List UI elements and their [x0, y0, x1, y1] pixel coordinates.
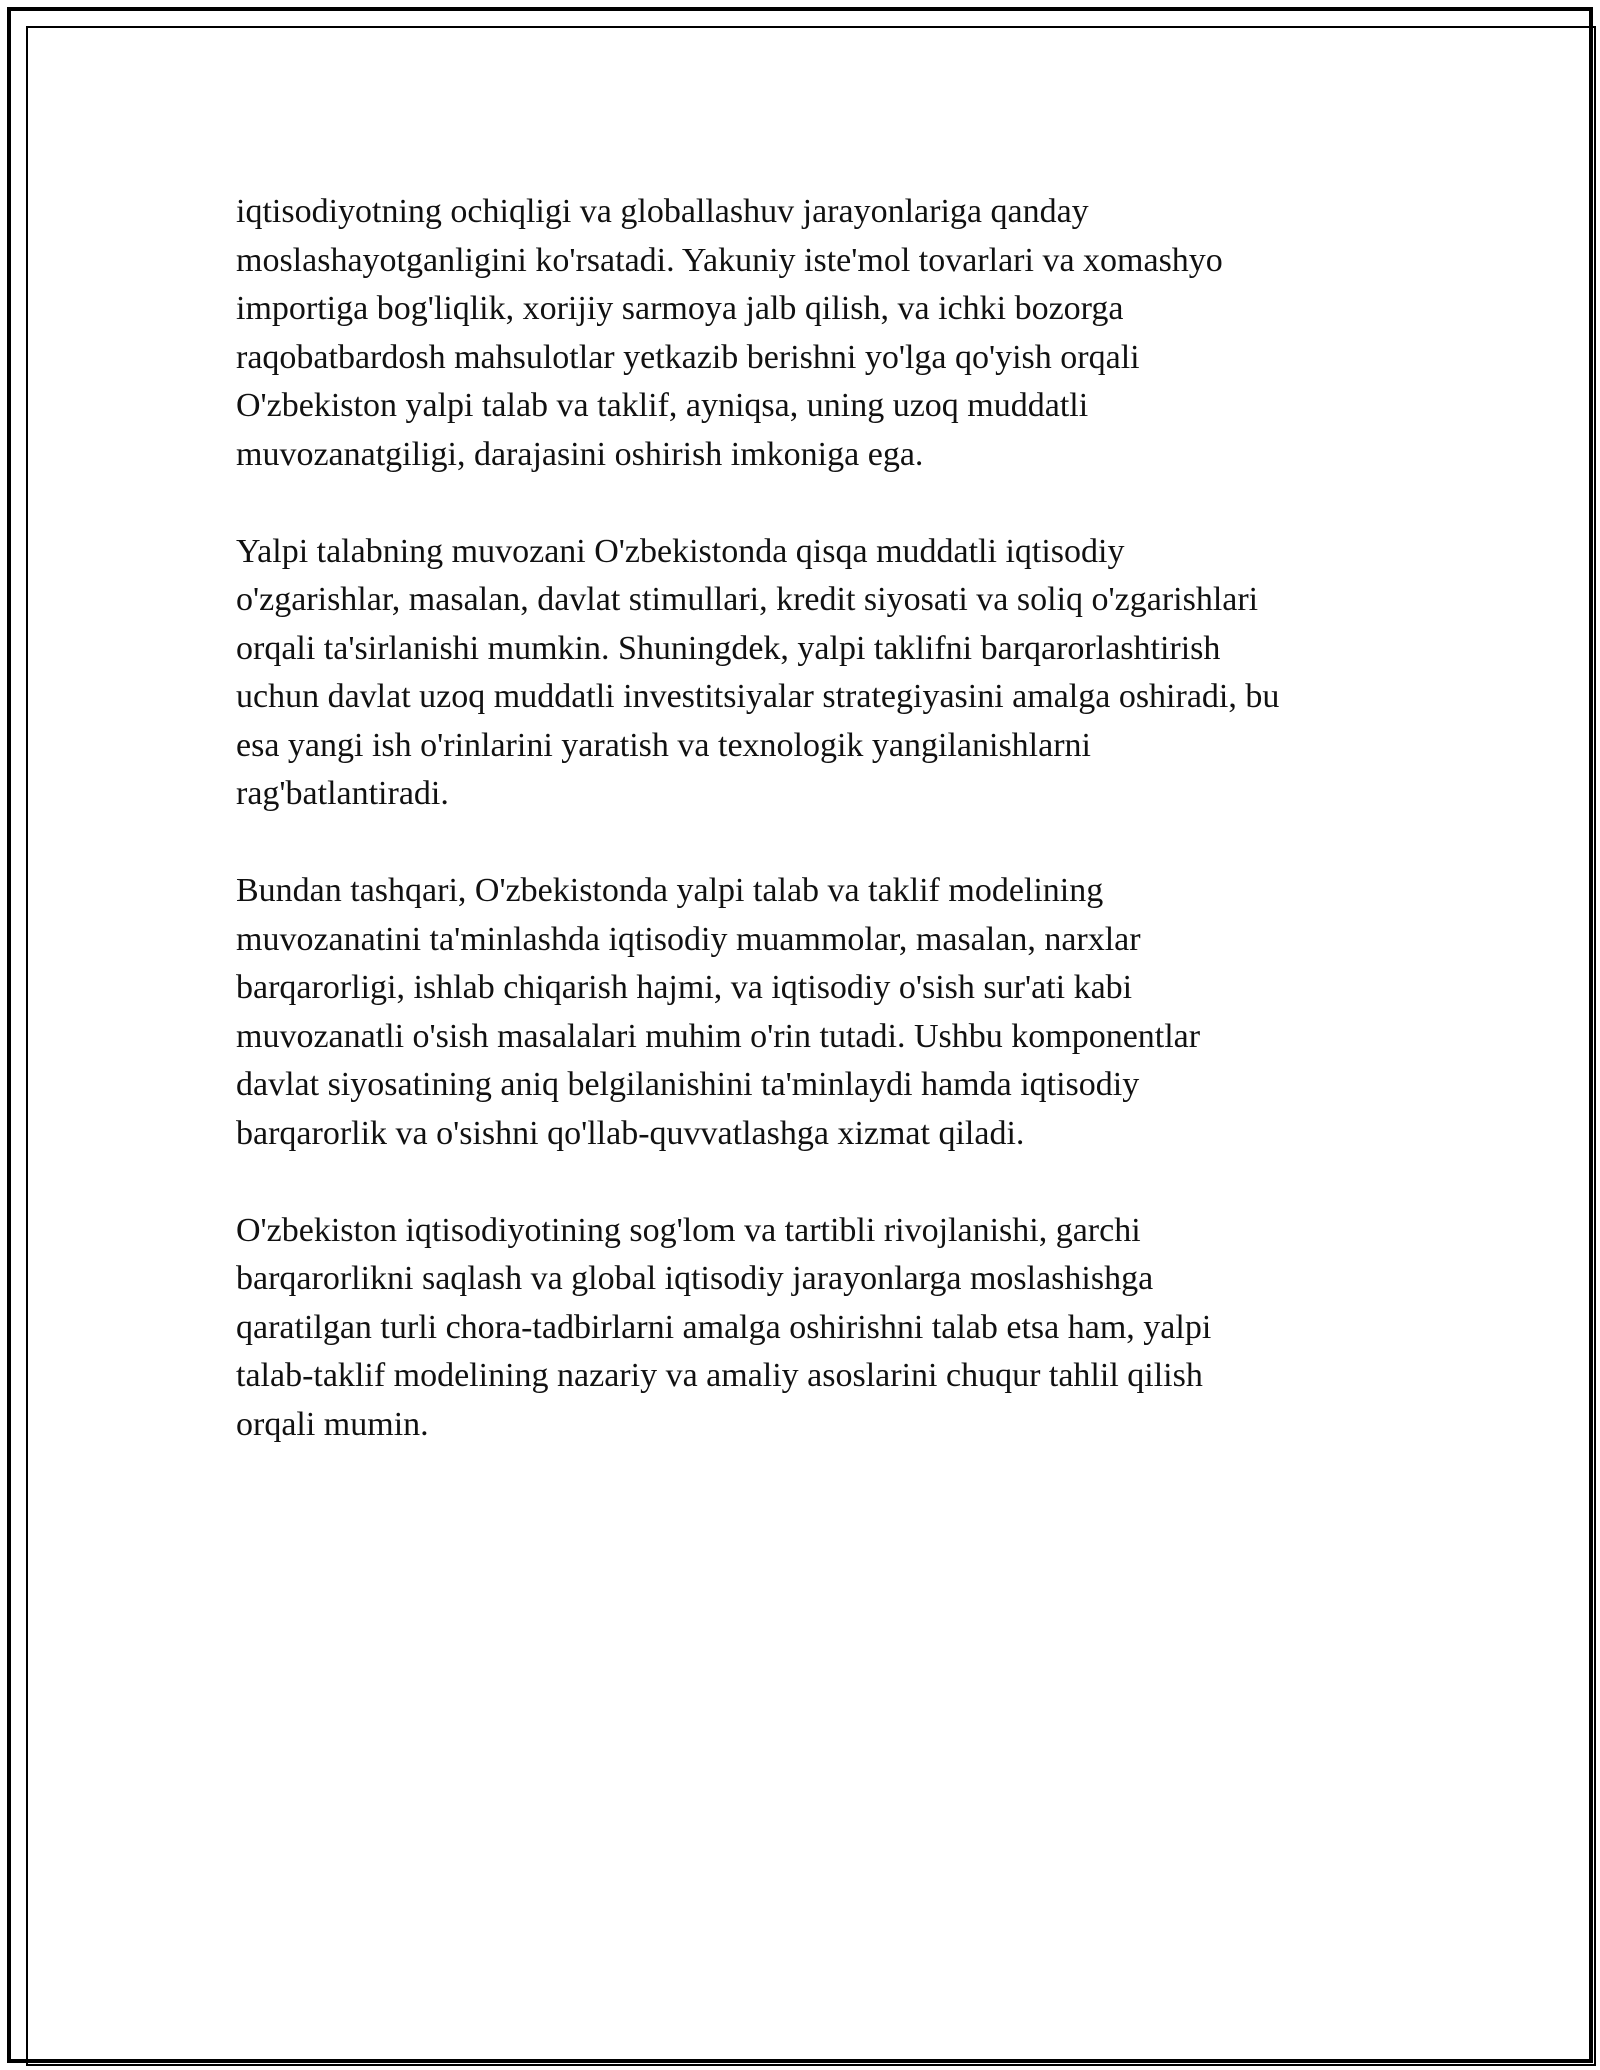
text-line: rag'batlantiradi.	[236, 775, 449, 812]
text-line: davlat siyosatining aniq belgilanishini ta'minlaydi hamda iqtisodiy	[236, 1066, 1140, 1103]
text-line: orqali ta'sirlanishi mumkin. Shuningdek, yalpi taklifni barqarorlashtirish	[236, 629, 1221, 667]
paragraph-4	[236, 1207, 1376, 1450]
text-line: Yalpi talabning muvozani O'zbekistonda qisqa muddatli iqtisodiy	[236, 532, 1125, 570]
document-body	[236, 188, 1376, 1498]
text-line: barqarorlikni saqlash va global iqtisodiy jarayonlarga moslashishga	[236, 1260, 1154, 1297]
text-line: esa yangi ish o'rinlarini yaratish va texnologik yangilanishlarni	[236, 726, 1091, 764]
text-line: qaratilgan turli chora-tadbirlarni amalga oshirishni talab etsa ham, yalpi	[236, 1308, 1212, 1346]
text-line: barqarorligi, ishlab chiqarish hajmi, va iqtisodiy o'sish sur'ati kabi	[236, 969, 1133, 1006]
text-line: o'zgarishlar, masalan, davlat stimullari, kredit siyosati va soliq o'zgarishlari	[236, 581, 1259, 618]
text-line: iqtisodiyotning ochiqligi va globallashuv jarayonlariga qanday	[236, 193, 1089, 230]
text-line: muvozanatgiligi, darajasini oshirish imkoniga ega.	[236, 435, 924, 473]
text-line: muvozanatini ta'minlashda iqtisodiy muammolar, masalan, narxlar	[236, 920, 1141, 958]
text-line: muvozanatli o'sish masalalari muhim o'rin tutadi. Ushbu komponentlar	[236, 1017, 1201, 1055]
text-line: barqarorlik va o'sishni qo'llab-quvvatlashga xizmat qiladi.	[236, 1114, 1025, 1152]
text-line: moslashayotganligini ko'rsatadi. Yakuniy iste'mol tovarlari va xomashyo	[236, 241, 1223, 279]
text-line: raqobatbardosh mahsulotlar yetkazib berishni yo'lga qo'yish orqali	[236, 338, 1140, 376]
text-line: Bundan tashqari, O'zbekistonda yalpi talab va taklif modelining	[236, 872, 1104, 909]
paragraph-1	[236, 188, 1376, 479]
text-line: orqali mumin.	[236, 1405, 429, 1443]
text-line: talab-taklif modelining nazariy va amaliy asoslarini chuqur tahlil qilish	[236, 1357, 1203, 1394]
paragraph-3	[236, 867, 1376, 1158]
text-line: importiga bog'liqlik, xorijiy sarmoya jalb qilish, va ichki bozorga	[236, 290, 1124, 327]
paragraph-2	[236, 528, 1376, 819]
text-line: uchun davlat uzoq muddatli investitsiyalar strategiyasini amalga oshiradi, bu	[236, 678, 1280, 715]
text-line: O'zbekiston yalpi talab va taklif, ayniqsa, uning uzoq muddatli	[236, 387, 1089, 424]
text-line: O'zbekiston iqtisodiyotining sog'lom va tartibli rivojlanishi, garchi	[236, 1211, 1141, 1249]
